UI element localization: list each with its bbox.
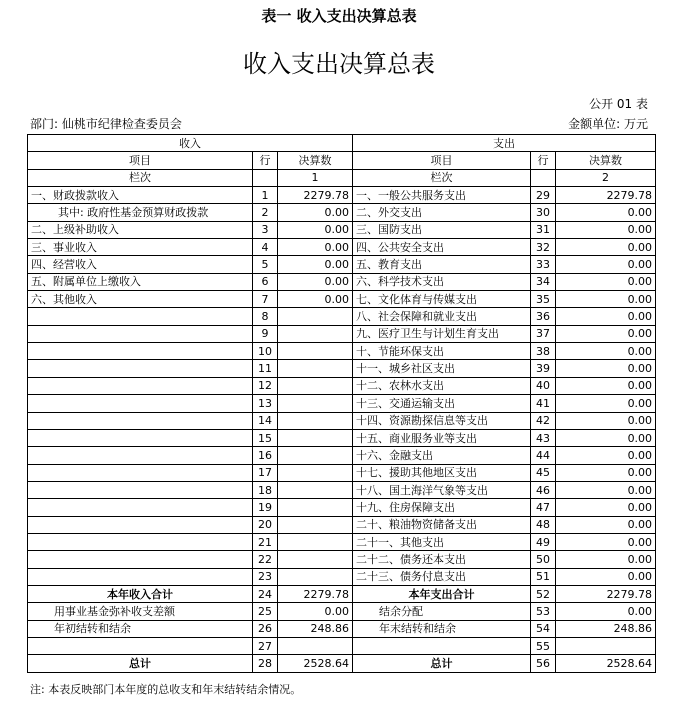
expense-item-cell: 九、医疗卫生与计划生育支出 <box>353 325 531 342</box>
expense-item-cell: 二、外交支出 <box>353 204 531 221</box>
income-item-cell <box>28 499 253 516</box>
income-row-number-cell: 25 <box>253 603 278 620</box>
income-row-header: 行 <box>253 152 278 169</box>
income-amount-cell: 2528.64 <box>278 655 353 672</box>
income-amount-cell: 0.00 <box>278 603 353 620</box>
income-row-number-cell: 9 <box>253 325 278 342</box>
table-row <box>28 291 656 308</box>
expense-item-cell: 四、公共安全支出 <box>353 239 531 256</box>
income-item-cell: 用事业基金弥补收支差额 <box>28 603 253 620</box>
income-item-cell <box>28 637 253 654</box>
expense-column-number: 2 <box>556 169 656 186</box>
expense-amount-cell: 0.00 <box>556 360 656 377</box>
expense-amount-cell: 0.00 <box>556 256 656 273</box>
header-row-column-index <box>28 169 656 186</box>
expense-row-number-cell: 31 <box>531 221 556 238</box>
expense-amount-header: 决算数 <box>556 152 656 169</box>
income-amount-cell: 2279.78 <box>278 187 353 204</box>
expense-item-cell: 年末结转和结余 <box>353 620 531 637</box>
income-amount-cell <box>278 308 353 325</box>
income-section-header: 收入 <box>28 135 353 152</box>
expense-amount-cell: 0.00 <box>556 308 656 325</box>
income-item-cell: 一、财政拨款收入 <box>28 187 253 204</box>
expense-amount-cell: 0.00 <box>556 325 656 342</box>
income-column-number: 1 <box>278 169 353 186</box>
footnote: 注: 本表反映部门本年度的总收支和年末结转结余情况。 <box>30 683 302 696</box>
expense-row-number-cell: 52 <box>531 585 556 602</box>
expense-amount-cell: 2279.78 <box>556 187 656 204</box>
table-row <box>28 429 656 446</box>
income-amount-cell: 248.86 <box>278 620 353 637</box>
table-row <box>28 585 656 602</box>
table-row <box>28 447 656 464</box>
income-row-number-cell: 20 <box>253 516 278 533</box>
expense-row-blank <box>531 169 556 186</box>
table-row <box>28 464 656 481</box>
income-item-cell <box>28 551 253 568</box>
expense-row-number-cell: 46 <box>531 481 556 498</box>
expense-row-number-cell: 51 <box>531 568 556 585</box>
income-amount-cell <box>278 429 353 446</box>
income-amount-cell <box>278 481 353 498</box>
income-row-number-cell: 22 <box>253 551 278 568</box>
expense-section-header: 支出 <box>353 135 656 152</box>
expense-amount-cell: 0.00 <box>556 221 656 238</box>
expense-row-number-cell: 29 <box>531 187 556 204</box>
expense-row-number-cell: 56 <box>531 655 556 672</box>
income-amount-cell: 0.00 <box>278 256 353 273</box>
income-item-cell: 本年收入合计 <box>28 585 253 602</box>
expense-row-number-cell: 32 <box>531 239 556 256</box>
income-row-number-cell: 12 <box>253 377 278 394</box>
expense-amount-cell: 0.00 <box>556 464 656 481</box>
expense-row-number-cell: 49 <box>531 533 556 550</box>
expense-item-cell: 本年支出合计 <box>353 585 531 602</box>
expense-row-number-cell: 34 <box>531 273 556 290</box>
income-row-number-cell: 27 <box>253 637 278 654</box>
expense-row-number-cell: 50 <box>531 551 556 568</box>
expense-item-cell <box>353 637 531 654</box>
table-row <box>28 239 656 256</box>
income-row-number-cell: 8 <box>253 308 278 325</box>
income-amount-cell <box>278 447 353 464</box>
income-amount-cell <box>278 377 353 394</box>
income-item-cell: 三、事业收入 <box>28 239 253 256</box>
table-row <box>28 360 656 377</box>
table-row <box>28 187 656 204</box>
expense-amount-cell: 0.00 <box>556 533 656 550</box>
income-item-cell <box>28 308 253 325</box>
table-row <box>28 655 656 672</box>
income-item-cell <box>28 360 253 377</box>
income-amount-cell <box>278 637 353 654</box>
income-item-cell: 总计 <box>28 655 253 672</box>
expense-item-cell: 六、科学技术支出 <box>353 273 531 290</box>
income-row-number-cell: 16 <box>253 447 278 464</box>
expense-item-cell: 五、教育支出 <box>353 256 531 273</box>
expense-item-cell: 二十一、其他支出 <box>353 533 531 550</box>
income-item-cell: 五、附属单位上缴收入 <box>28 273 253 290</box>
table-row <box>28 204 656 221</box>
expense-amount-cell: 0.00 <box>556 516 656 533</box>
expense-row-number-cell: 54 <box>531 620 556 637</box>
expense-item-cell: 十六、金融支出 <box>353 447 531 464</box>
income-item-cell <box>28 377 253 394</box>
income-amount-cell <box>278 533 353 550</box>
expense-row-number-cell: 45 <box>531 464 556 481</box>
table-row <box>28 551 656 568</box>
expense-amount-cell: 0.00 <box>556 481 656 498</box>
expense-amount-cell: 0.00 <box>556 551 656 568</box>
expense-item-cell: 十、节能环保支出 <box>353 343 531 360</box>
income-row-number-cell: 13 <box>253 395 278 412</box>
expense-row-number-cell: 53 <box>531 603 556 620</box>
income-amount-cell: 0.00 <box>278 239 353 256</box>
table-row <box>28 516 656 533</box>
table-row <box>28 533 656 550</box>
expense-amount-cell: 0.00 <box>556 273 656 290</box>
expense-row-number-cell: 37 <box>531 325 556 342</box>
income-amount-cell: 0.00 <box>278 204 353 221</box>
income-amount-cell <box>278 551 353 568</box>
table-row <box>28 273 656 290</box>
income-row-number-cell: 7 <box>253 291 278 308</box>
income-amount-cell <box>278 499 353 516</box>
table-caption: 表一 收入支出决算总表 <box>261 7 417 25</box>
income-column-label: 栏次 <box>28 169 253 186</box>
income-item-cell <box>28 343 253 360</box>
income-item-cell <box>28 412 253 429</box>
income-row-number-cell: 23 <box>253 568 278 585</box>
expense-item-cell: 十一、城乡社区支出 <box>353 360 531 377</box>
income-amount-cell <box>278 412 353 429</box>
expense-item-cell: 一、一般公共服务支出 <box>353 187 531 204</box>
income-row-number-cell: 3 <box>253 221 278 238</box>
expense-row-number-cell: 35 <box>531 291 556 308</box>
income-item-header: 项目 <box>28 152 253 169</box>
income-row-number-cell: 2 <box>253 204 278 221</box>
income-item-cell <box>28 395 253 412</box>
income-amount-cell <box>278 516 353 533</box>
expense-amount-cell: 0.00 <box>556 291 656 308</box>
table-row <box>28 377 656 394</box>
table-row <box>28 343 656 360</box>
income-row-number-cell: 17 <box>253 464 278 481</box>
expense-amount-cell: 0.00 <box>556 204 656 221</box>
expense-amount-cell: 0.00 <box>556 429 656 446</box>
expense-row-number-cell: 43 <box>531 429 556 446</box>
expense-row-number-cell: 47 <box>531 499 556 516</box>
header-row-section <box>28 135 656 152</box>
form-number: 公开 01 表 <box>589 97 648 111</box>
income-item-cell <box>28 481 253 498</box>
income-row-number-cell: 26 <box>253 620 278 637</box>
expense-column-label: 栏次 <box>353 169 531 186</box>
budget-summary-table <box>27 134 656 673</box>
income-item-cell <box>28 429 253 446</box>
income-amount-cell <box>278 395 353 412</box>
expense-row-number-cell: 36 <box>531 308 556 325</box>
income-item-cell <box>28 533 253 550</box>
table-row <box>28 395 656 412</box>
expense-item-cell: 十九、住房保障支出 <box>353 499 531 516</box>
table-row <box>28 568 656 585</box>
income-item-cell <box>28 325 253 342</box>
expense-row-number-cell: 44 <box>531 447 556 464</box>
expense-row-number-cell: 55 <box>531 637 556 654</box>
expense-item-cell: 二十三、债务付息支出 <box>353 568 531 585</box>
table-row <box>28 637 656 654</box>
income-row-number-cell: 1 <box>253 187 278 204</box>
income-row-number-cell: 14 <box>253 412 278 429</box>
income-amount-cell <box>278 568 353 585</box>
income-row-number-cell: 4 <box>253 239 278 256</box>
table-row <box>28 481 656 498</box>
table-row <box>28 603 656 620</box>
expense-amount-cell: 0.00 <box>556 568 656 585</box>
expense-amount-cell: 0.00 <box>556 377 656 394</box>
expense-item-cell: 七、文化体育与传媒支出 <box>353 291 531 308</box>
expense-row-number-cell: 33 <box>531 256 556 273</box>
expense-item-cell: 八、社会保障和就业支出 <box>353 308 531 325</box>
income-amount-cell: 2279.78 <box>278 585 353 602</box>
expense-row-number-cell: 42 <box>531 412 556 429</box>
income-item-cell: 其中: 政府性基金预算财政拨款 <box>28 204 253 221</box>
income-item-cell <box>28 516 253 533</box>
income-item-cell: 二、上级补助收入 <box>28 221 253 238</box>
expense-item-cell: 二十二、债务还本支出 <box>353 551 531 568</box>
amount-unit-label: 金额单位: 万元 <box>568 117 648 131</box>
expense-amount-cell: 0.00 <box>556 343 656 360</box>
income-amount-cell <box>278 325 353 342</box>
income-row-number-cell: 19 <box>253 499 278 516</box>
income-row-number-cell: 5 <box>253 256 278 273</box>
expense-item-header: 项目 <box>353 152 531 169</box>
table-row <box>28 325 656 342</box>
income-item-cell <box>28 568 253 585</box>
expense-amount-cell: 0.00 <box>556 395 656 412</box>
table-row <box>28 412 656 429</box>
expense-item-cell: 十五、商业服务业等支出 <box>353 429 531 446</box>
expense-amount-cell: 0.00 <box>556 239 656 256</box>
income-row-number-cell: 21 <box>253 533 278 550</box>
expense-amount-cell <box>556 637 656 654</box>
expense-amount-cell: 0.00 <box>556 499 656 516</box>
expense-item-cell: 十二、农林水支出 <box>353 377 531 394</box>
expense-row-number-cell: 41 <box>531 395 556 412</box>
expense-row-number-cell: 48 <box>531 516 556 533</box>
table-row <box>28 221 656 238</box>
expense-item-cell: 总计 <box>353 655 531 672</box>
income-amount-header: 决算数 <box>278 152 353 169</box>
expense-amount-cell: 0.00 <box>556 603 656 620</box>
expense-item-cell: 十八、国土海洋气象等支出 <box>353 481 531 498</box>
expense-row-number-cell: 30 <box>531 204 556 221</box>
income-item-cell <box>28 447 253 464</box>
expense-amount-cell: 2279.78 <box>556 585 656 602</box>
income-item-cell <box>28 464 253 481</box>
expense-item-cell: 十三、交通运输支出 <box>353 395 531 412</box>
income-row-number-cell: 6 <box>253 273 278 290</box>
table-row <box>28 499 656 516</box>
expense-row-number-cell: 38 <box>531 343 556 360</box>
income-item-cell: 年初结转和结余 <box>28 620 253 637</box>
expense-item-cell: 三、国防支出 <box>353 221 531 238</box>
income-amount-cell <box>278 343 353 360</box>
income-row-number-cell: 15 <box>253 429 278 446</box>
expense-item-cell: 十七、援助其他地区支出 <box>353 464 531 481</box>
income-amount-cell: 0.00 <box>278 221 353 238</box>
income-amount-cell <box>278 360 353 377</box>
expense-amount-cell: 2528.64 <box>556 655 656 672</box>
income-amount-cell: 0.00 <box>278 291 353 308</box>
page-title: 收入支出决算总表 <box>243 50 435 78</box>
table-row <box>28 256 656 273</box>
table-row <box>28 308 656 325</box>
expense-amount-cell: 0.00 <box>556 412 656 429</box>
income-row-number-cell: 24 <box>253 585 278 602</box>
income-item-cell: 四、经营收入 <box>28 256 253 273</box>
expense-item-cell: 结余分配 <box>353 603 531 620</box>
expense-row-number-cell: 40 <box>531 377 556 394</box>
income-amount-cell: 0.00 <box>278 273 353 290</box>
expense-row-number-cell: 39 <box>531 360 556 377</box>
expense-item-cell: 二十、粮油物资储备支出 <box>353 516 531 533</box>
expense-amount-cell: 248.86 <box>556 620 656 637</box>
income-row-blank <box>253 169 278 186</box>
income-row-number-cell: 11 <box>253 360 278 377</box>
income-row-number-cell: 28 <box>253 655 278 672</box>
income-row-number-cell: 10 <box>253 343 278 360</box>
expense-item-cell: 十四、资源勘探信息等支出 <box>353 412 531 429</box>
header-row-columns <box>28 152 656 169</box>
income-item-cell: 六、其他收入 <box>28 291 253 308</box>
income-row-number-cell: 18 <box>253 481 278 498</box>
income-amount-cell <box>278 464 353 481</box>
department-label: 部门: 仙桃市纪律检查委员会 <box>30 117 182 131</box>
expense-row-header: 行 <box>531 152 556 169</box>
expense-amount-cell: 0.00 <box>556 447 656 464</box>
table-row <box>28 620 656 637</box>
